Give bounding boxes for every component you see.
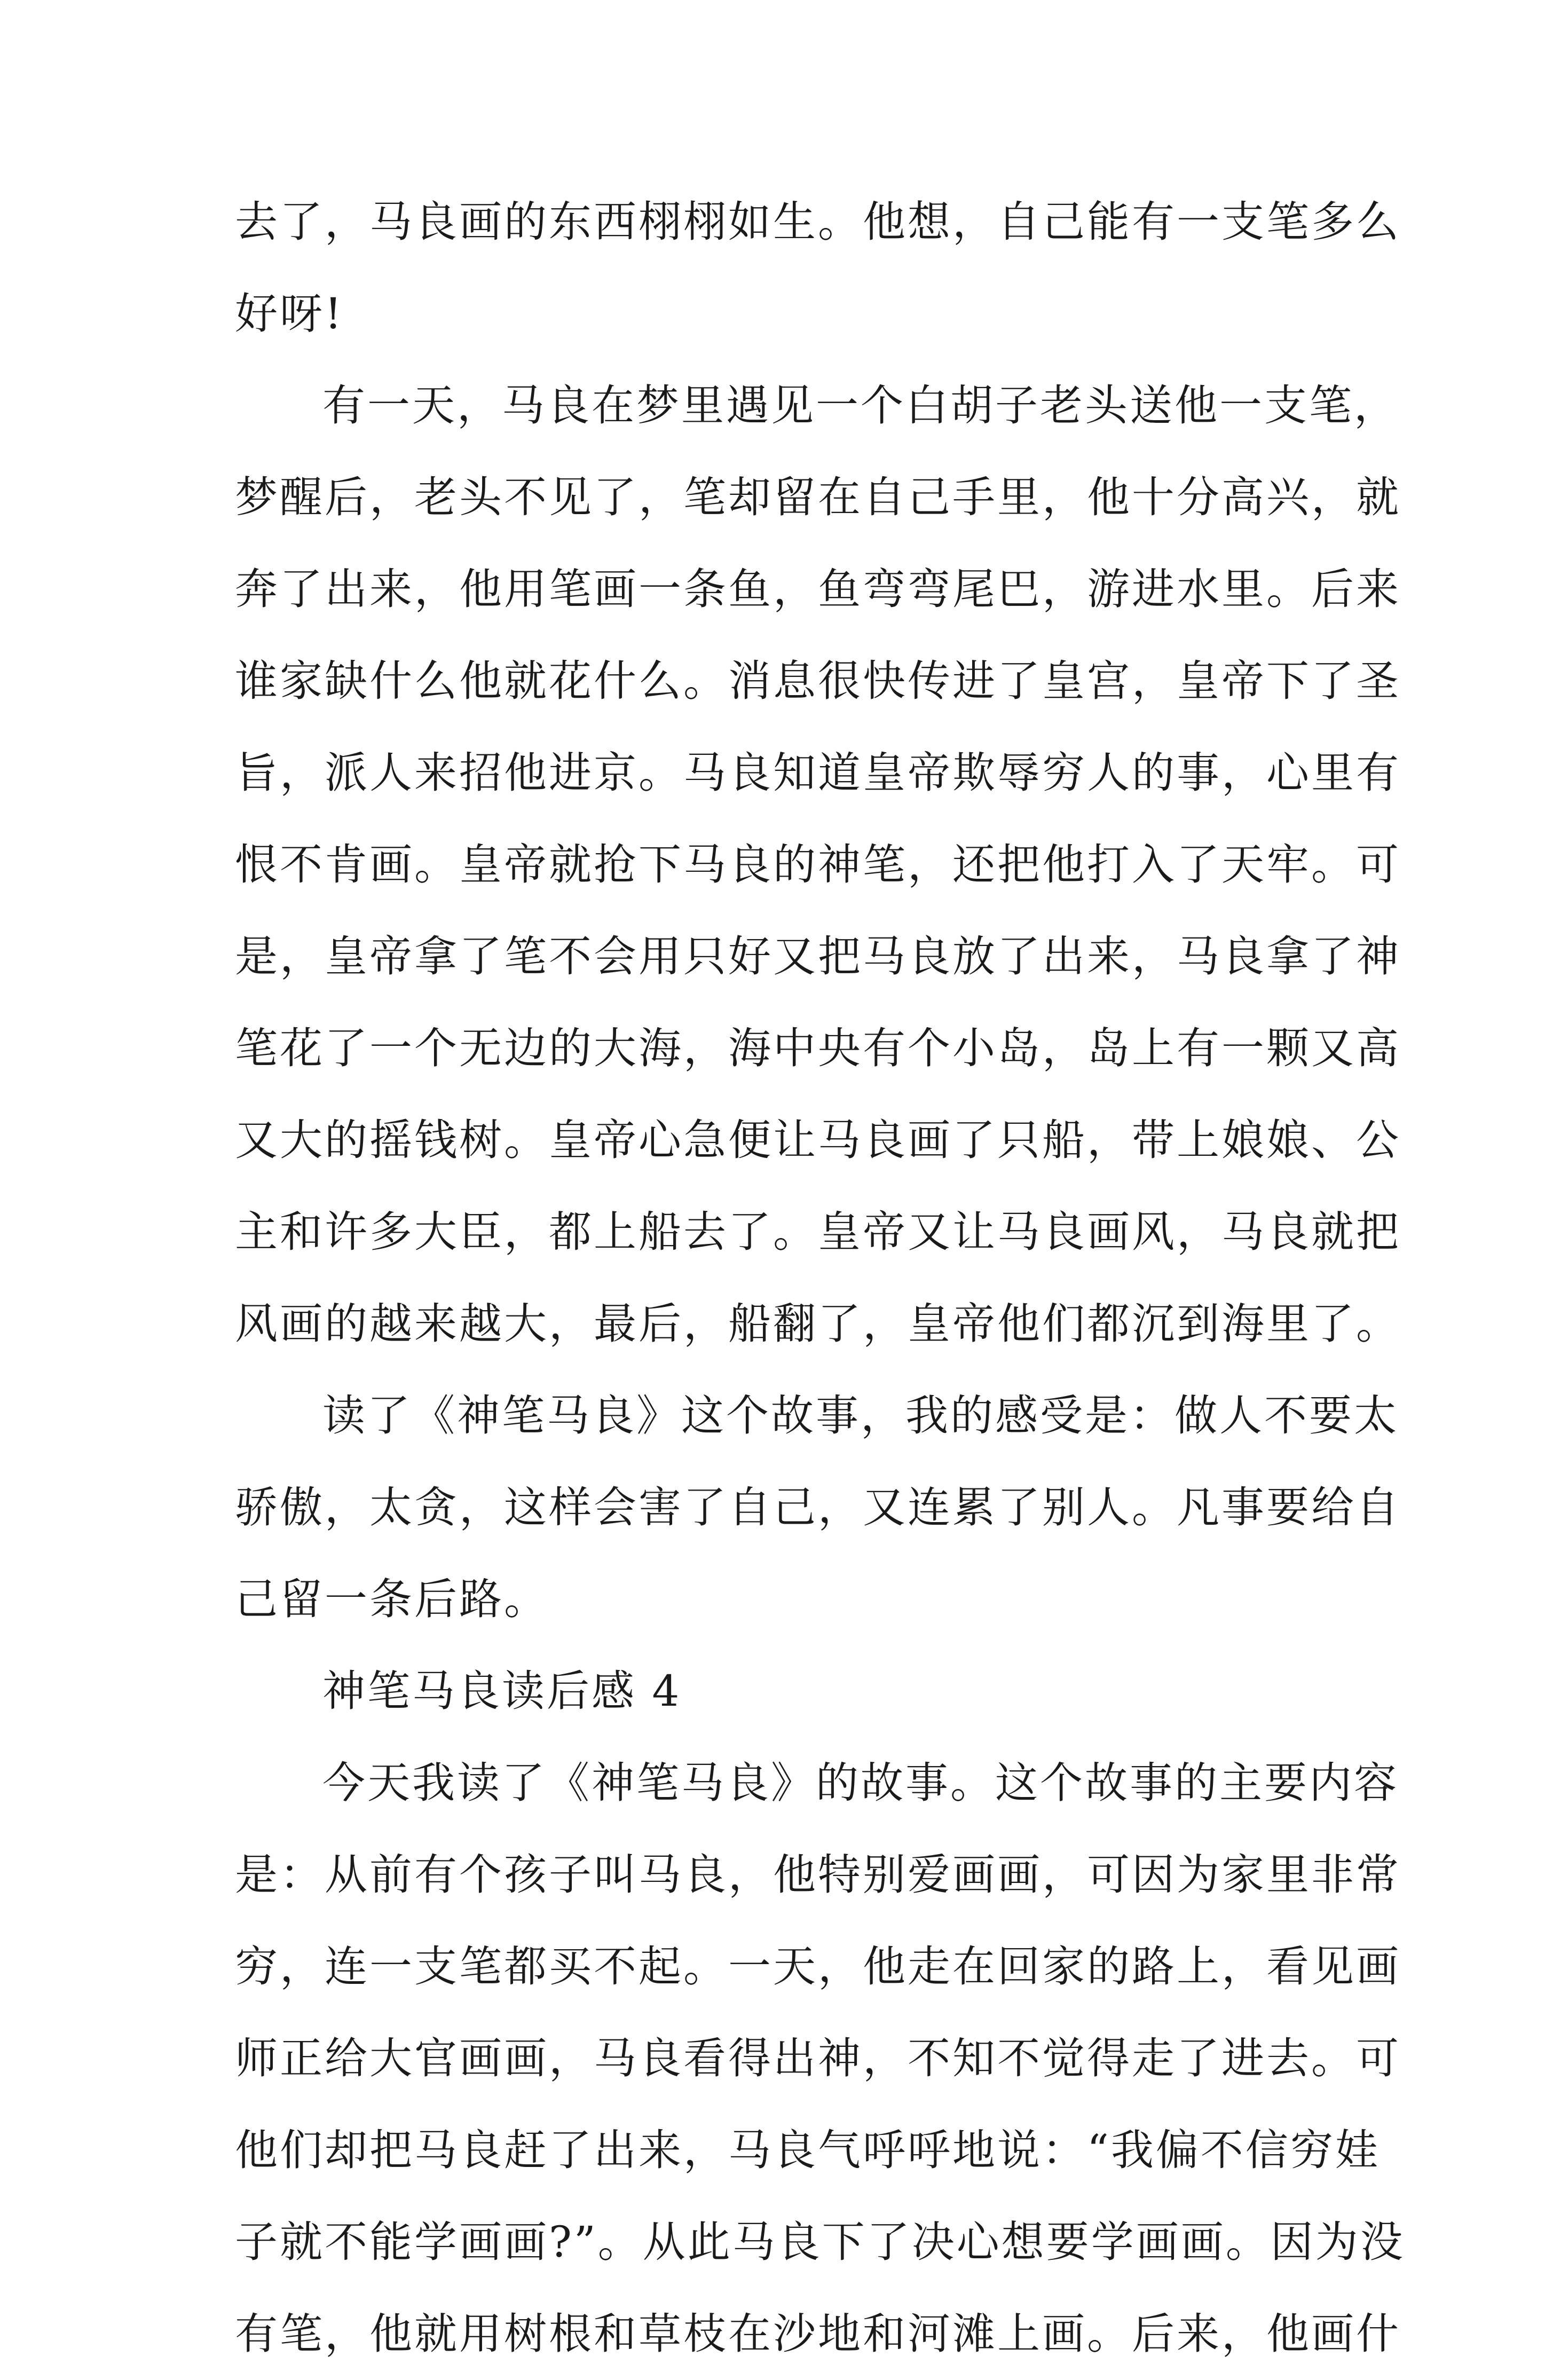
text-line: 子就不能学画画?”。从此马良下了决心想要学画画。因为没 xyxy=(235,2217,1405,2267)
text-line: 风画的越来越大，最后，船翻了，皇帝他们都沉到海里了。 xyxy=(235,1299,1401,1349)
text-line: 笔花了一个无边的大海，海中央有个小岛，岛上有一颗又高 xyxy=(235,1023,1401,1073)
text-line: 神笔马良读后感 4 xyxy=(322,1666,682,1716)
text-line: 今天我读了《神笔马良》的故事。这个故事的主要内容 xyxy=(322,1758,1399,1808)
text-line: 好呀! xyxy=(235,289,344,338)
text-line: 有一天，马良在梦里遇见一个白胡子老头送他一支笔， xyxy=(322,381,1399,430)
text-line: 有笔，他就用树根和草枝在沙地和河滩上画。后来，他画什 xyxy=(235,2309,1401,2359)
text-line: 梦醒后，老头不见了，笔却留在自己手里，他十分高兴，就 xyxy=(235,472,1401,522)
text-line: 旨，派人来招他进京。马良知道皇帝欺辱穷人的事，心里有 xyxy=(235,748,1401,798)
text-line: 恨不肯画。皇帝就抢下马良的神笔，还把他打入了天牢。可 xyxy=(235,840,1401,889)
text-line: 谁家缺什么他就花什么。消息很快传进了皇宫，皇帝下了圣 xyxy=(235,656,1401,706)
text-line: 他们却把马良赶了出来，马良气呼呼地说：“我偏不信穷娃 xyxy=(235,2125,1380,2175)
text-line: 去了，马良画的东西栩栩如生。他想，自己能有一支笔多么 xyxy=(235,197,1401,247)
text-line: 是，皇帝拿了笔不会用只好又把马良放了出来，马良拿了神 xyxy=(235,932,1401,981)
text-line: 读了《神笔马良》这个故事，我的感受是：做人不要太 xyxy=(322,1391,1399,1440)
document-body xyxy=(235,176,1405,2380)
text-line: 己留一条后路。 xyxy=(235,1574,549,1624)
text-line: 骄傲，太贪，这样会害了自己，又连累了别人。凡事要给自 xyxy=(235,1483,1401,1532)
text-line: 是：从前有个孩子叫马良，他特别爱画画，可因为家里非常 xyxy=(235,1850,1401,1900)
text-line: 穷，连一支笔都买不起。一天，他走在回家的路上，看见画 xyxy=(235,1942,1401,1991)
text-line: 师正给大官画画，马良看得出神，不知不觉得走了进去。可 xyxy=(235,2034,1401,2083)
text-line: 奔了出来，他用笔画一条鱼，鱼弯弯尾巴，游进水里。后来 xyxy=(235,564,1401,614)
text-line: 又大的摇钱树。皇帝心急便让马良画了只船，带上娘娘、公 xyxy=(235,1115,1401,1165)
text-line: 主和许多大臣，都上船去了。皇帝又让马良画风，马良就把 xyxy=(235,1207,1401,1257)
